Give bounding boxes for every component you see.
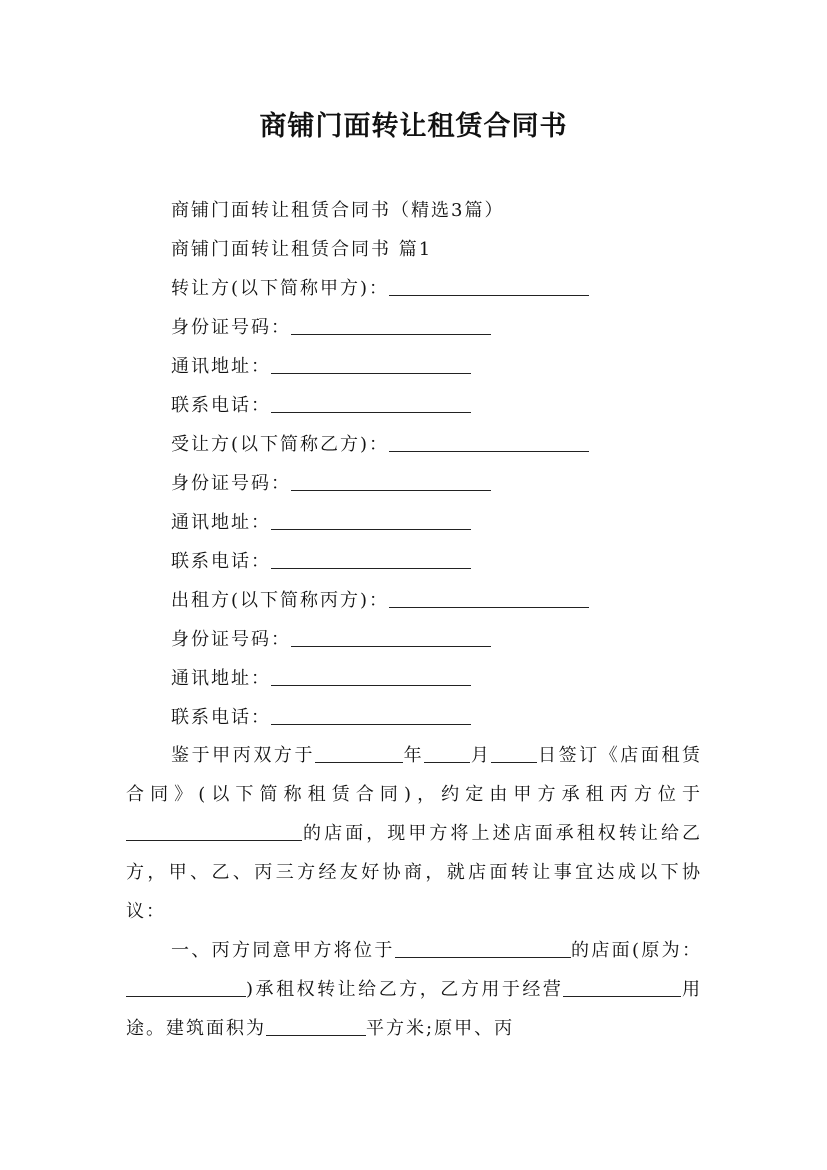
blank-line bbox=[389, 591, 589, 608]
blank-line bbox=[491, 746, 537, 763]
blank-line bbox=[271, 513, 471, 530]
blank-line bbox=[389, 279, 589, 296]
field-label: 通讯地址： bbox=[171, 512, 271, 533]
form-field-lessor bbox=[171, 590, 589, 612]
form-field-id-number bbox=[171, 473, 491, 495]
blank-line bbox=[126, 980, 246, 997]
field-label: 出租方(以下简称丙方)： bbox=[171, 590, 390, 611]
form-field-id-number bbox=[171, 317, 491, 339]
form-field-address bbox=[171, 356, 471, 378]
blank-line bbox=[563, 980, 681, 997]
field-label: 转让方(以下简称甲方)： bbox=[171, 278, 390, 299]
doc-subtitle: 商铺门面转让租赁合同书（精选3篇） bbox=[171, 200, 505, 221]
form-field-address bbox=[171, 512, 471, 534]
field-label: 身份证号码： bbox=[171, 473, 291, 494]
text-run: 用途。建筑面积为 bbox=[126, 979, 702, 1039]
field-label: 身份证号码： bbox=[171, 317, 291, 338]
blank-line bbox=[126, 824, 302, 841]
field-label: 通讯地址： bbox=[171, 356, 271, 377]
document-title: 商铺门面转让租赁合同书 bbox=[259, 111, 568, 142]
form-field-transferor bbox=[171, 278, 589, 300]
blank-line bbox=[395, 941, 571, 958]
blank-line bbox=[291, 630, 491, 647]
blank-line bbox=[424, 746, 470, 763]
text-run: 一、丙方同意甲方将位于 bbox=[171, 940, 395, 961]
form-field-id-number bbox=[171, 629, 491, 651]
field-label: 身份证号码： bbox=[171, 629, 291, 650]
section-heading: 商铺门面转让租赁合同书 篇1 bbox=[171, 239, 433, 260]
blank-line bbox=[291, 318, 491, 335]
blank-line bbox=[271, 552, 471, 569]
text-run: 月 bbox=[470, 745, 492, 766]
text-run: 平方米;原甲、丙 bbox=[366, 1018, 515, 1039]
blank-line bbox=[266, 1019, 366, 1036]
blank-line bbox=[291, 474, 491, 491]
blank-line bbox=[271, 669, 471, 686]
form-field-phone bbox=[171, 395, 471, 417]
field-label: 联系电话： bbox=[171, 707, 271, 728]
field-label: 受让方(以下简称乙方)： bbox=[171, 434, 390, 455]
text-run: 日签订《店面租赁合同》(以下简称租赁合同)，约定由甲方承租丙方位于 bbox=[126, 745, 703, 805]
form-field-phone bbox=[171, 551, 471, 573]
blank-line bbox=[271, 396, 471, 413]
text-run: 年 bbox=[403, 745, 425, 766]
text-run: 鉴于甲丙双方于 bbox=[171, 745, 316, 766]
blank-line bbox=[271, 708, 471, 725]
text-run: 的店面(原为： bbox=[570, 940, 702, 961]
blank-line bbox=[271, 357, 471, 374]
text-run: )承租权转让给乙方，乙方用于经营 bbox=[246, 979, 564, 1000]
blank-line bbox=[389, 435, 589, 452]
blank-line bbox=[315, 746, 403, 763]
form-field-transferee bbox=[171, 434, 589, 456]
text-run: 的店面，现甲方将上述店面承租权转让给乙方，甲、乙、丙三方经友好协商，就店面转让事宜达成以下协议： bbox=[126, 823, 702, 922]
form-field-phone bbox=[171, 707, 471, 729]
paragraph-recital bbox=[126, 736, 702, 931]
form-field-address bbox=[171, 668, 471, 690]
paragraph-clause-1 bbox=[126, 931, 702, 1048]
field-label: 联系电话： bbox=[171, 395, 271, 416]
field-label: 联系电话： bbox=[171, 551, 271, 572]
field-label: 通讯地址： bbox=[171, 668, 271, 689]
